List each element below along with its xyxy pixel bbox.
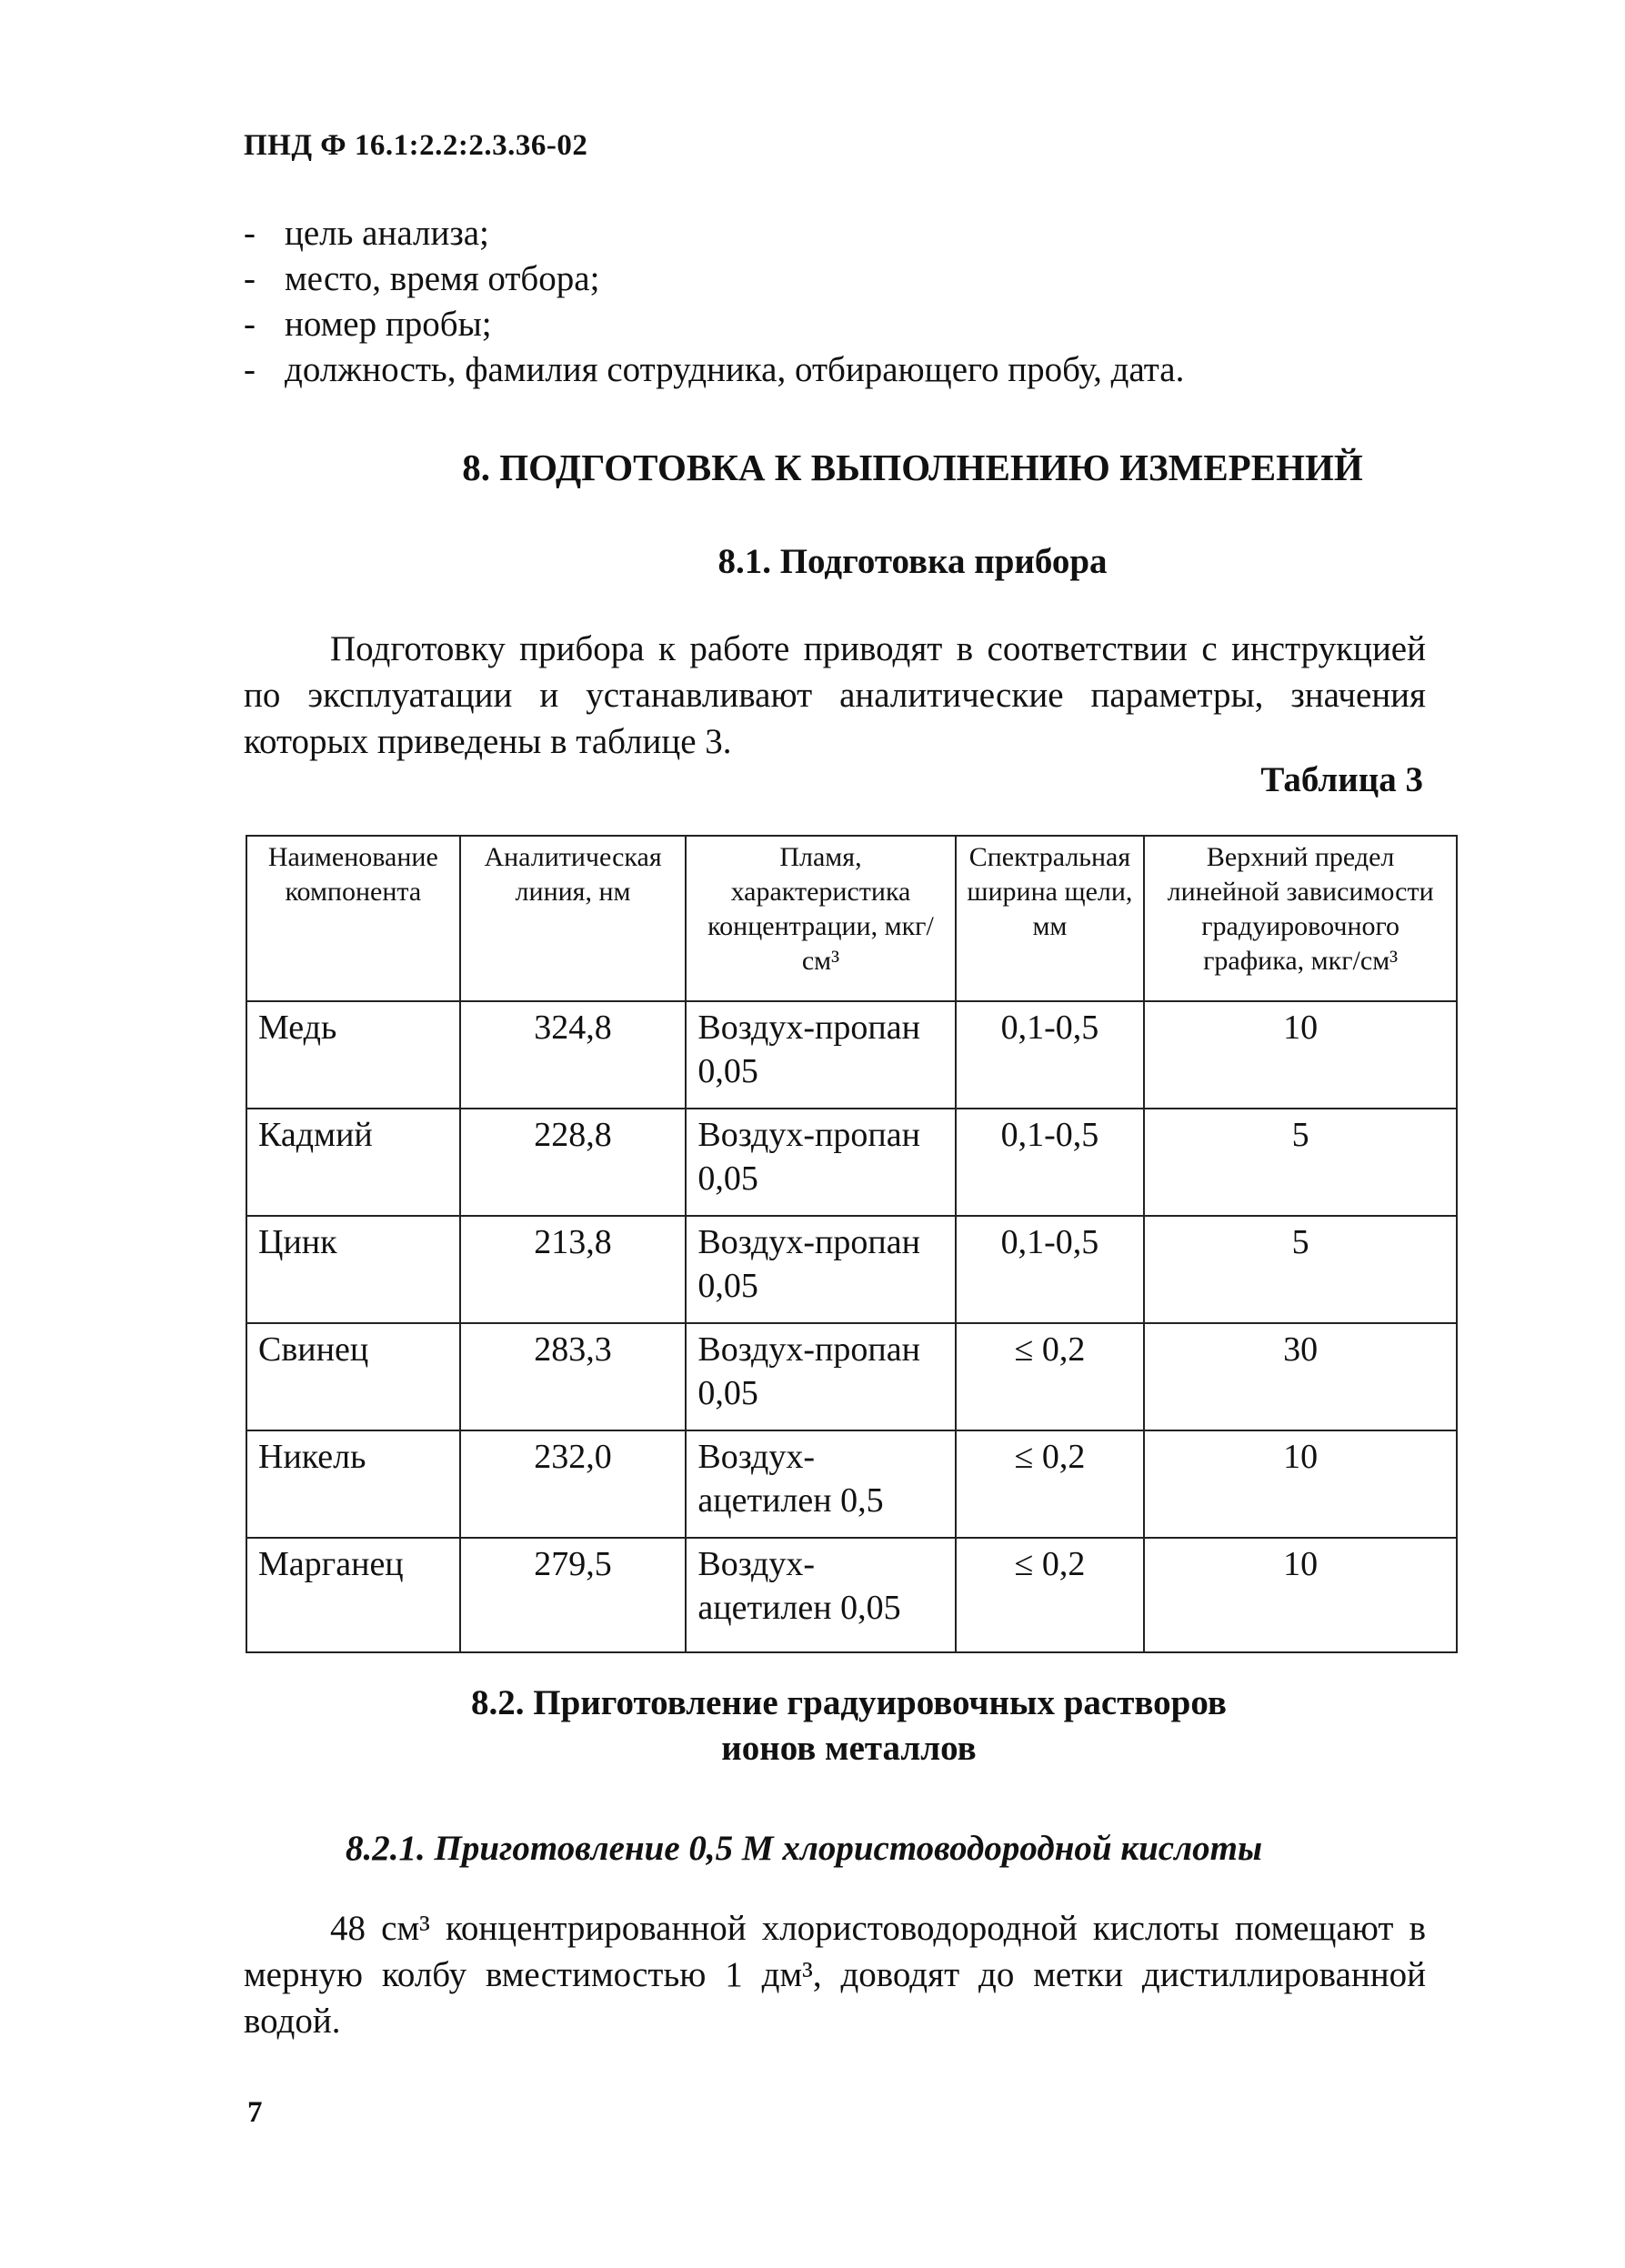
column-header: Аналитическая линия, нм [460,836,687,1001]
cell-slit: ≤ 0,2 [956,1538,1145,1652]
cell-limit: 10 [1144,1538,1457,1652]
table-row [246,1430,1457,1538]
cell-limit: 10 [1144,1001,1457,1109]
document-code: ПНД Ф 16.1:2.2:2.3.36-02 [244,129,588,162]
list-item: - должность, фамилия сотрудника, отбирающего пробу, дата. [244,350,1185,389]
cell-limit: 5 [1144,1216,1457,1323]
list-item-text: место, время отбора; [285,259,600,298]
cell-line: 279,5 [460,1538,687,1652]
list-item: - номер пробы; [244,305,492,344]
cell-line: 213,8 [460,1216,687,1323]
list-item-text: номер пробы; [285,305,492,344]
table-row [246,1216,1457,1323]
cell-component: Медь [246,1001,460,1109]
table-caption: Таблица 3 [1260,760,1423,799]
column-header: Верхний предел линейной зависимости градуировочного графика, мкг/см³ [1144,836,1457,1001]
list-item: - место, время отбора; [244,259,600,298]
cell-limit: 5 [1144,1109,1457,1216]
column-header: Наименование компонента [246,836,460,1001]
cell-slit: ≤ 0,2 [956,1430,1145,1538]
page-number: 7 [247,2096,263,2129]
cell-component: Кадмий [246,1109,460,1216]
cell-flame: Воздух-ацетилен 0,05 [686,1538,955,1652]
cell-component: Никель [246,1430,460,1538]
table-header-row [246,836,1457,1001]
cell-line: 232,0 [460,1430,687,1538]
list-item-text: цель анализа; [285,214,489,253]
cell-flame: Воздух-пропан 0,05 [686,1001,955,1109]
paragraph: Подготовку прибора к работе приводят в соответствии с инструкцией по эксплуатации и устанавливают аналитические параметры, значения которых приведены в таблице 3. [244,629,1426,761]
cell-slit: 0,1-0,5 [956,1216,1145,1323]
table-row [246,1323,1457,1430]
section-8-2-title [0,1681,1625,1771]
cell-limit: 10 [1144,1430,1457,1538]
cell-line: 228,8 [460,1109,687,1216]
cell-line: 324,8 [460,1001,687,1109]
bullet-list [244,211,1184,393]
column-header: Пламя, характеристика концентрации, мкг/см³ [686,836,955,1001]
cell-limit: 30 [1144,1323,1457,1430]
section-title-line: 8.2. Приготовление градуировочных растворов [471,1683,1227,1722]
table-row [246,1538,1457,1652]
cell-component: Цинк [246,1216,460,1323]
cell-flame: Воздух-пропан 0,05 [686,1109,955,1216]
list-item: - цель анализа; [244,214,489,253]
cell-component: Марганец [246,1538,460,1652]
paragraph: 48 см³ концентрированной хлористоводородной кислоты помещают в мерную колбу вместимостью 1 дм³, доводят до метки дистиллированной водой. [244,1909,1426,2041]
subsection-8-2-1-title: 8.2.1. Приготовление 0,5 М хлористоводородной кислоты [346,1829,1263,1868]
cell-slit: ≤ 0,2 [956,1323,1145,1430]
table-row [246,1001,1457,1109]
cell-flame: Воздух-пропан 0,05 [686,1323,955,1430]
cell-flame: Воздух-пропан 0,05 [686,1216,955,1323]
parameters-table [246,835,1458,1653]
cell-slit: 0,1-0,5 [956,1109,1145,1216]
table-row [246,1109,1457,1216]
list-item-text: должность, фамилия сотрудника, отбирающего пробу, дата. [285,350,1185,389]
cell-line: 283,3 [460,1323,687,1430]
subsection-title: 8.1. Подготовка прибора [717,542,1108,581]
cell-flame: Воздух-ацетилен 0,5 [686,1430,955,1538]
cell-slit: 0,1-0,5 [956,1001,1145,1109]
column-header: Спектральная ширина щели, мм [956,836,1145,1001]
section-title: 8. ПОДГОТОВКА К ВЫПОЛНЕНИЮ ИЗМЕРЕНИЙ [462,447,1363,488]
cell-component: Свинец [246,1323,460,1430]
section-title-line: ионов металлов [721,1729,977,1768]
